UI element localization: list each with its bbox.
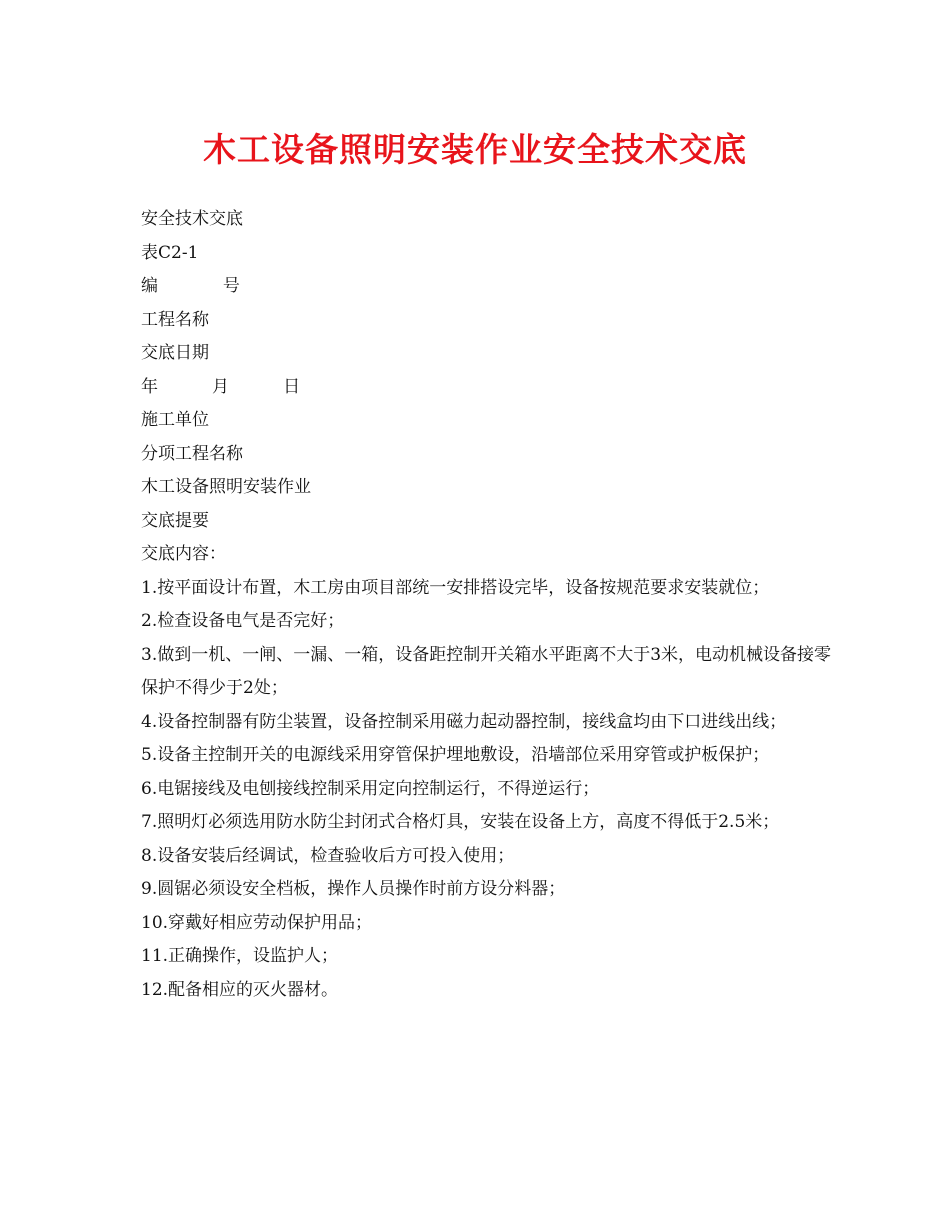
header-line-subproject-label: 分项工程名称 — [141, 443, 243, 464]
header-line-content-label: 交底内容： — [141, 544, 226, 564]
header-line-serial-number: 编 号 — [141, 276, 240, 296]
list-item: 2.检查设备电气是否完好； — [141, 611, 345, 631]
header-line-form-name: 安全技术交底 — [141, 209, 243, 229]
list-item: 8.设备安装后经调试，检查验收后方可投入使用； — [141, 845, 515, 866]
header-line-summary: 交底提要 — [141, 510, 209, 531]
list-item: 1.按平面设计布置，木工房由项目部统一安排搭设完毕，设备按规范要求安装就位； — [141, 577, 770, 598]
list-item: 12.配备相应的灭火器材。 — [141, 979, 339, 1000]
document-body — [141, 203, 841, 1007]
list-item: 10.穿戴好相应劳动保护用品； — [141, 912, 373, 933]
header-line-subproject-value: 木工设备照明安装作业 — [141, 477, 311, 497]
list-item: 5.设备主控制开关的电源线采用穿管保护埋地敷设，沿墙部位采用穿管或护板保护； — [141, 745, 770, 765]
list-item: 11.正确操作，设监护人； — [141, 946, 339, 966]
list-item: 6.电锯接线及电刨接线控制采用定向控制运行，不得逆运行； — [141, 778, 600, 799]
header-line-project-name: 工程名称 — [141, 309, 209, 330]
header-line-date-value: 年 月 日 — [141, 376, 301, 397]
header-line-date-label: 交底日期 — [141, 343, 209, 363]
list-item: 7.照明灯必须选用防水防尘封闭式合格灯具，安装在设备上方，高度不得低于2.5米； — [141, 812, 780, 832]
list-item: 3.做到一机、一闸、一漏、一箱，设备距控制开关箱水平距离不大于3米，电动机械设备接零保护不得少于2处； — [141, 644, 832, 698]
list-item: 4.设备控制器有防尘装置，设备控制采用磁力起动器控制，接线盒均由下口进线出线； — [141, 711, 787, 732]
header-line-construction-unit: 施工单位 — [141, 410, 209, 430]
header-line-form-number: 表C2-1 — [141, 242, 199, 263]
document-title: 木工设备照明安装作业安全技术交底 — [203, 130, 747, 169]
list-item: 9.圆锯必须设安全档板，操作人员操作时前方设分料器； — [141, 879, 566, 899]
